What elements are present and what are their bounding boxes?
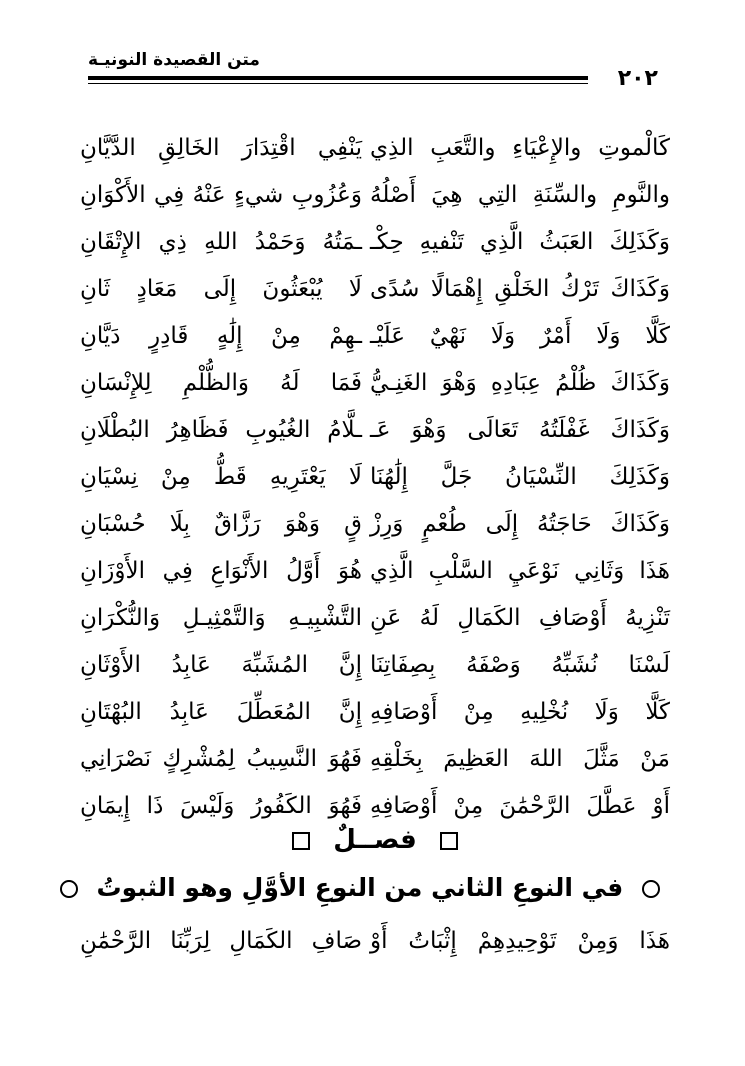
verse-first-hemistich: وَكَذَلِكَ النِّسْيَانُ جَلَّ إِلَٰهُنَا — [370, 464, 670, 490]
verse-line — [80, 548, 670, 595]
verse-line — [80, 595, 670, 642]
verse-second-hemistich: قٍ وَهْوَ رَزَّاقٌ بِلَا حُسْبَانِ — [80, 511, 362, 537]
verse-second-hemistich: ـهِمْ مِنْ إِلَٰهٍ قَادِرٍ دَيَّانِ — [80, 323, 362, 349]
book-title: متن القصيدة النونيـة — [88, 50, 260, 70]
verse-line — [80, 313, 670, 360]
verse-line — [80, 918, 670, 965]
running-head — [88, 50, 658, 98]
verse-first-hemistich: وَكَذَاكَ غَفْلَتُهُ تَعَالَى وَهْوَ عَـ — [370, 417, 670, 443]
verse-second-hemistich: صَافِ الكَمَالِ لِرَبِّنَا الرَّحْمَٰنِ — [80, 928, 362, 954]
verse-first-hemistich: لَسْنَا نُشَبِّهُ وَصْفَهُ بِصِفَاتِنَا — [370, 652, 670, 678]
verse-line — [80, 736, 670, 783]
verse-second-hemistich: فَهُوَ الكَفُورُ وَلَيْسَ ذَا إِيمَانِ — [80, 793, 362, 819]
verse-first-hemistich: أَوْ عَطَّلَ الرَّحْمَٰنَ مِنْ أَوْصَافِهِ — [370, 793, 670, 819]
poem-verses — [80, 125, 670, 830]
section-heading — [80, 820, 670, 860]
section-subheading-text: في النوعِ الثاني من النوعِ الأوَّلِ وهو الثبوتُ — [96, 873, 624, 902]
square-outline-icon — [292, 832, 310, 850]
section-subheading — [80, 866, 670, 910]
verse-first-hemistich: هَذَا وَثَانِي نَوْعَيِ السَّلْبِ الَّذِي — [370, 558, 670, 584]
verse-first-hemistich: والنَّومِ والسِّنَةِ التِي هِيَ أَصْلُهُ — [370, 182, 670, 208]
verse-first-hemistich: مَنْ مَثَّلَ اللهَ العَظِيمَ بِخَلْقِهِ — [370, 746, 670, 772]
verse-second-hemistich: إِنَّ المُشَبِّهَ عَابِدُ الأَوْثَانِ — [80, 652, 362, 678]
verse-second-hemistich: هُوَ أَوَّلُ الأَنْوَاعِ فِي الأَوْزَانِ — [80, 558, 362, 584]
verse-second-hemistich: فَمَا لَهُ وَالظُّلْمِ لِلإِنْسَانِ — [80, 370, 362, 396]
verse-first-hemistich: كَلَّا وَلَا أَمْرٌ وَلَا نَهْيٌ عَلَيْـ — [370, 323, 670, 349]
verse-line — [80, 266, 670, 313]
verse-first-hemistich: وَكَذَلِكَ العَبَثُ الَّذِي تَنْفيهِ حِكْـ — [370, 229, 670, 255]
verse-second-hemistich: ـلَّامُ الغُيُوبِ فَظَاهِرُ البُطْلَانِ — [80, 417, 362, 443]
verse-second-hemistich: التَّشْبِيـهِ وَالتَّمْثِيـلِ وَالنُّكْرَانِ — [80, 605, 362, 631]
verse-second-hemistich: يَنْفِي اقْتِدَارَ الخَالِقِ الدَّيَّانِ — [80, 135, 362, 161]
verse-first-hemistich: وَكَذَاكَ حَاجَتُهُ إِلَى طُعْمٍ وَرِزْ — [370, 511, 670, 537]
verse-line — [80, 454, 670, 501]
verse-second-hemistich: لَا يَعْتَرِيهِ قَطُّ مِنْ نِسْيَانِ — [80, 464, 362, 490]
verse-line — [80, 219, 670, 266]
verse-first-hemistich: وَكَذَاكَ ظُلْمُ عِبَادِهِ وَهْوَ الغَنِـيُّ — [370, 370, 670, 396]
verse-second-hemistich: فَهُوَ النَّسِيبُ لِمُشْرِكٍ نَصْرَانِي — [80, 746, 362, 772]
square-outline-icon — [440, 832, 458, 850]
header-rule-thin — [88, 83, 588, 84]
verse-line — [80, 172, 670, 219]
section-heading-text: فصــلٌ — [333, 825, 417, 855]
verse-line — [80, 689, 670, 736]
verse-line — [80, 360, 670, 407]
verse-first-hemistich: كَلَّا وَلَا نُخْلِيهِ مِنْ أَوْصَافِهِ — [370, 699, 670, 725]
verse-first-hemistich: وَكَذَاكَ تَرْكُ الخَلْقِ إِهْمَالًا سُدًى — [370, 276, 670, 302]
verse-second-hemistich: ـمَتُهُ وَحَمْدُ اللهِ ذِي الإِتْقَانِ — [80, 229, 362, 255]
verse-second-hemistich: إِنَّ المُعَطِّلَ عَابِدُ البُهْتَانِ — [80, 699, 362, 725]
verse-line — [80, 407, 670, 454]
verse-second-hemistich: وَعُزُوبِ شيءٍ عَنْهُ فِي الأَكْوَانِ — [80, 182, 362, 208]
circle-outline-icon — [60, 880, 78, 898]
verse-first-hemistich: تَنْزِيهُ أَوْصَافِ الكَمَالِ لَهُ عَنِ — [370, 605, 670, 631]
header-rule-thick — [88, 76, 588, 80]
circle-outline-icon — [642, 880, 660, 898]
verse-line — [80, 501, 670, 548]
verse-line — [80, 125, 670, 172]
page-number: ٢٠٢ — [617, 66, 658, 91]
verse-first-hemistich: كَالْموتِ والإِعْيَاءِ والتَّعَبِ الذِي — [370, 135, 670, 161]
verse-first-hemistich: هَذَا وَمِنْ تَوْحِيدِهِمْ إِثْبَاتُ أَوْ — [370, 928, 670, 954]
verse-line — [80, 642, 670, 689]
verse-second-hemistich: لَا يُبْعَثُونَ إِلَى مَعَادٍ ثَانِ — [80, 276, 362, 302]
